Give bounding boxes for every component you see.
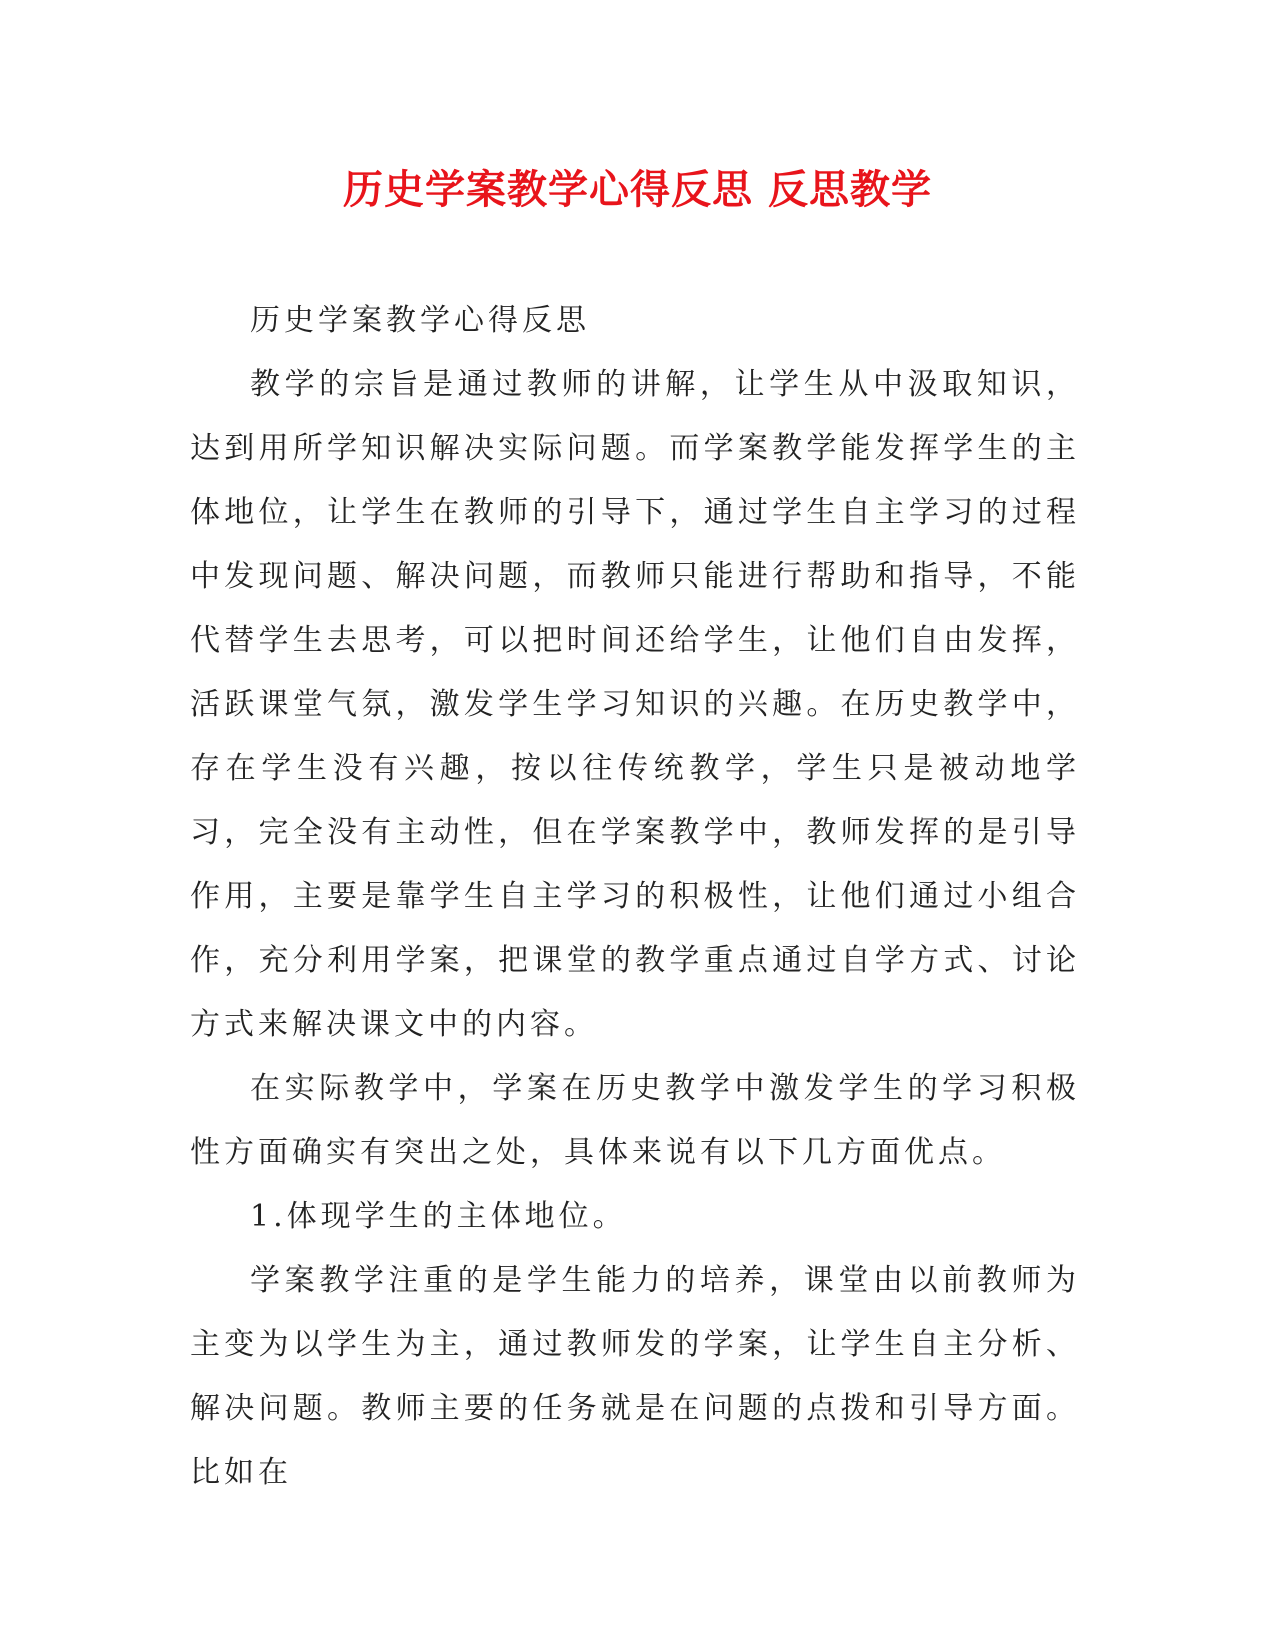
list-item-1: 1.体现学生的主体地位。	[250, 1199, 627, 1234]
paragraph-1: 教学的宗旨是通过教师的讲解，让学生从中汲取知识，达到用所学知识解决实际问题。而学案教学能发挥学生的主体地位，让学生在教师的引导下，通过学生自主学习的过程中发现问题、解决问题，而教师只能进行帮助和指导，不能代替学生去思考，可以把时间还给学生，让他们自由发挥，活跃课堂气氛，激发学生学习知识的兴趣。在历史教学中，存在学生没有兴趣，按以往传统教学，学生只是被动地学习，完全没有主动性，但在学案教学中，教师发挥的是引导作用，主要是靠学生自主学习的积极性，让他们通过小组合作，充分利用学案，把课堂的教学重点通过自学方式、讨论方式来解决课文中的内容。	[190, 367, 1080, 1042]
document-title: 历史学案教学心得反思 反思教学	[343, 167, 932, 213]
paragraph-3: 学案教学注重的是学生能力的培养，课堂由以前教师为主变为以学生为主，通过教师发的学案，让学生自主分析、解决问题。教师主要的任务就是在问题的点拨和引导方面。比如在	[190, 1263, 1080, 1490]
section-heading: 历史学案教学心得反思	[250, 303, 590, 338]
paragraph-2: 在实际教学中，学案在历史教学中激发学生的学习积极性方面确实有突出之处，具体来说有以下几方面优点。	[190, 1071, 1080, 1170]
document-body	[190, 289, 1080, 1505]
